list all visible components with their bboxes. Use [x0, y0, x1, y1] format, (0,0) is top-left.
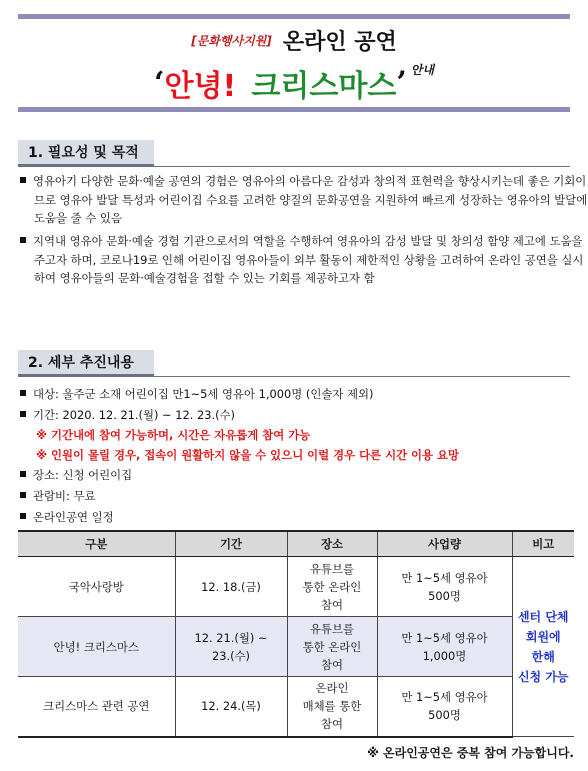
note-2: ※ 인원이 몰릴 경우, 접속이 원활하지 않을 수 있으니 이럴 경우 다른 시간 이용 요망 [36, 448, 460, 462]
section-1-bullet-2: 지역내 영유아 문화·예술 경험 기관으로서의 역할을 수행하여 영유아의 감성 발달 및 창의성 함양 제고에 도움을 주고자 하며, 코로나19로 인해 어린이집 영유아들이 외부 활동이 제한적인 상황을 고려하여 온라인 공연을 실시하여 영유아들의 문화·예술경험을 접할 수 있는 기회를 제공하고자 함 [20, 232, 588, 288]
note-1: ※ 기간내에 참여 가능하며, 시간은 자유롭게 참여 가능 [36, 428, 311, 442]
table-header-row [18, 531, 574, 557]
footnote: ※ 온라인공연은 중복 참여 가능합니다. [367, 746, 574, 760]
title-green-text: 크리스마스 [251, 69, 397, 104]
row-amount: 만 1~5세 영유아 500명 [377, 677, 512, 737]
bullet-square-icon [20, 471, 26, 477]
bullet-square-icon [20, 390, 26, 396]
title-line-2 [18, 61, 570, 105]
section-2-rule [18, 376, 570, 377]
bullet-square-icon [20, 411, 26, 417]
header-remark: 비고 [512, 531, 574, 557]
row-name: 크리스마스 관련 공연 [18, 677, 175, 737]
header-amount: 사업량 [377, 531, 512, 557]
title-suffix: 안내 [410, 63, 434, 77]
place-item: 장소: 신청 어린이집 [20, 466, 576, 485]
row-period: 12. 24.(목) [175, 677, 287, 737]
schedule-table [18, 530, 574, 738]
schedule-label-item: 온라인공연 일정 [20, 508, 576, 527]
bullet-square-icon [20, 237, 26, 243]
row-period: 12. 21.(월) ~ 23.(수) [175, 617, 287, 677]
title-line-1 [18, 25, 570, 56]
row-amount: 만 1~5세 영유아 500명 [377, 557, 512, 617]
bullet-square-icon [20, 177, 26, 183]
bullet-square-icon [20, 513, 26, 519]
table-row [18, 557, 574, 617]
header-place: 장소 [287, 531, 377, 557]
title-main: 온라인 공연 [282, 30, 397, 55]
title-banner [18, 14, 570, 112]
period-item: 기간: 2020. 12. 21.(월) ~ 12. 23.(수) [20, 406, 576, 425]
remark-cell: 센터 단체 회원에 한해 신청 가능 [512, 557, 574, 737]
section-2-heading: 2. 세부 추진내용 [18, 350, 154, 376]
row-place: 온라인 매체를 통한 참여 [287, 677, 377, 737]
bullet-square-icon [20, 492, 26, 498]
row-place: 유튜브를 통한 온라인 참여 [287, 557, 377, 617]
row-amount: 만 1~5세 영유아 1,000명 [377, 617, 512, 677]
row-period: 12. 18.(금) [175, 557, 287, 617]
title-red-text: 안녕! [164, 69, 237, 104]
header-category: 구분 [18, 531, 175, 557]
title-close-quote: ’ [396, 65, 407, 101]
section-1-bullet-1: 영유아기 다양한 문화·예술 공연의 경험은 영유아의 아름다운 감성과 창의적 표현력을 향상시키는데 좋은 기회이므로 영유아 발달 특성과 어린이집 수요를 고려한 양질의 문화공연을 지원하여 빠르게 성장하는 영유아의 발달에 도움을 줄 수 있음 [20, 172, 588, 228]
table-row [18, 617, 574, 677]
target-item: 대상: 울주군 소재 어린이집 만1~5세 영유아 1,000명 (인솔자 제외) [20, 385, 576, 404]
table-row [18, 677, 574, 737]
row-place: 유튜브를 통한 온라인 참여 [287, 617, 377, 677]
row-name: 국악사랑방 [18, 557, 175, 617]
fee-item: 관람비: 무료 [20, 487, 576, 506]
section-1-heading: 1. 필요성 및 목적 [18, 140, 154, 166]
section-1-rule [18, 166, 570, 167]
row-name: 안녕! 크리스마스 [18, 617, 175, 677]
header-period: 기간 [175, 531, 287, 557]
title-prefix: [문화행사지원] [191, 34, 272, 48]
title-open-quote: ‘ [154, 65, 165, 101]
